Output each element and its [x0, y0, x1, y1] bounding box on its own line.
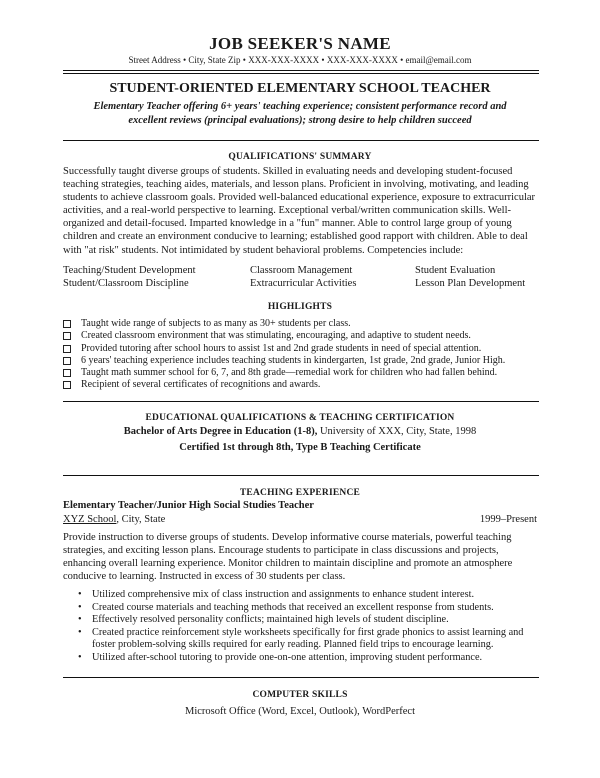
section-divider: [63, 475, 539, 476]
bullet-text: Created practice reinforcement style worksheets specifically for first grade phonics to assist learning and foster problem-solving skills required for early reading. Planned field trips to encourage learning.: [92, 626, 524, 650]
education-heading: EDUCATIONAL QUALIFICATIONS & TEACHING CERTIFICATION: [145, 413, 455, 423]
list-item: [78, 589, 540, 602]
highlight-text: Provided tutoring after school hours to assist 1st and 2nd grade students in need of special attention.: [81, 342, 482, 354]
section-divider: [63, 401, 539, 402]
checkbox-bullet-icon: [63, 332, 71, 340]
bullet-icon: •: [78, 601, 82, 613]
degree-line: [0, 426, 600, 437]
contact-line: Street Address • City, State Zip • XXX-XXX-XXXX • XXX-XXX-XXXX • email@email.com: [128, 55, 472, 65]
university: University of XXX, City, State, 1998: [317, 426, 477, 437]
job-title: Elementary Teacher/Junior High Social Studies Teacher: [63, 500, 314, 511]
bullet-icon: •: [78, 614, 82, 625]
job-description: Provide instruction to diverse groups of students. Develop informative course materials, powerful teaching strategies, and exciting lesson plans. Encourage students to participate in class discussions and projects, enhancing overall learning experience. Monitor children to maintain discipline and promote an atmosphere conducive to learning. Instructed in excess of 30 students per class.: [63, 532, 513, 583]
bullet-text: Created course materials and teaching methods that received an excellent response from students.: [92, 601, 494, 613]
experience-heading: TEACHING EXPERIENCE: [239, 488, 361, 498]
competency-item: Teaching/Student Development: [63, 265, 196, 276]
bullet-text: Utilized after-school tutoring to provide one-on-one attention, improving student performance.: [92, 651, 483, 663]
competency-item: Extracurricular Activities: [250, 278, 357, 289]
competency-item: Classroom Management: [250, 265, 353, 276]
competency-item: Lesson Plan Development: [415, 278, 526, 289]
highlights-list: [63, 318, 543, 392]
applicant-name: JOB SEEKER'S NAME: [209, 34, 391, 53]
checkbox-bullet-icon: [63, 381, 71, 389]
checkbox-bullet-icon: [63, 345, 71, 353]
computer-skills-heading: COMPUTER SKILLS: [252, 690, 348, 700]
section-divider: [63, 677, 539, 678]
degree-name: Bachelor of Arts Degree in Education (1-8),: [123, 426, 318, 437]
list-item: [63, 367, 543, 379]
list-item: [63, 330, 543, 342]
header-divider-top: [63, 70, 539, 71]
list-item: [78, 652, 540, 665]
employer-name: XYZ School: [63, 514, 117, 525]
competency-item: Student Evaluation: [415, 265, 496, 276]
highlight-text: Taught math summer school for 6, 7, and 8th grade—remedial work for children who had fallen behind.: [81, 367, 498, 379]
bullet-text: Utilized comprehensive mix of class instruction and assignments to enhance student interest.: [92, 589, 475, 600]
highlights-heading: HIGHLIGHTS: [267, 302, 333, 312]
list-item: [78, 614, 540, 627]
bullet-text: Effectively resolved personality conflicts; maintained high levels of student discipline.: [92, 614, 449, 625]
bullet-icon: •: [78, 651, 82, 663]
qualifications-heading: QUALIFICATIONS' SUMMARY: [228, 152, 372, 162]
qualifications-summary: Successfully taught diverse groups of students. Skilled in evaluating needs and developing student-focused teaching strategies, teaching aides, materials, and lesson plans. Proficient in involving, motivating, and leading students to achieve classroom goals. Provided well-balanced educational experience, exposure to extracurricular activities, and a real-world perspective to learning. Exceptional verbal/written communication skills. Well-organized and detail-focused. Imparted knowledge in a "fun" manner. Able to control large group of young children and create an environment conducive to learning; established good rapport with children. Able to deal with "at risk" students. Not intimidated by student behavioral problems. Competencies include:: [63, 166, 536, 256]
checkbox-bullet-icon: [63, 369, 71, 377]
competency-item: Student/Classroom Discipline: [63, 278, 189, 289]
list-item: [63, 355, 543, 367]
certification-line: Certified 1st through 8th, Type B Teaching Certificate: [179, 442, 421, 453]
employer-line: [63, 514, 165, 525]
list-item: [78, 627, 540, 652]
section-divider: [63, 140, 539, 141]
list-item: [78, 602, 540, 615]
list-item: [63, 343, 543, 355]
list-item: [63, 318, 543, 330]
highlight-text: 6 years' teaching experience includes teaching students in kindergarten, 1st grade, 2nd grade, Junior High.: [81, 354, 506, 366]
headline-title: STUDENT-ORIENTED ELEMENTARY SCHOOL TEACHER: [109, 81, 491, 96]
checkbox-bullet-icon: [63, 320, 71, 328]
header-divider-bottom: [63, 73, 539, 74]
highlight-text: Created classroom environment that was stimulating, encouraging, and adaptive to student needs.: [81, 330, 471, 342]
highlight-text: Recipient of several certificates of recognitions and awards.: [81, 379, 321, 391]
job-dates: 1999–Present: [479, 514, 537, 525]
list-item: [63, 379, 543, 391]
bullet-icon: •: [78, 626, 82, 638]
highlight-text: Taught wide range of subjects to as many as 30+ students per class.: [81, 318, 351, 329]
employer-location: , City, State: [116, 514, 166, 525]
bullet-icon: •: [78, 589, 82, 600]
headline-tagline: Elementary Teacher offering 6+ years' teaching experience; consistent performance record and excellent reviews (principal evaluations); strong desire to help children succeed: [93, 101, 507, 126]
checkbox-bullet-icon: [63, 357, 71, 365]
experience-bullets: [78, 589, 540, 664]
computer-skills-text: Microsoft Office (Word, Excel, Outlook), WordPerfect: [184, 706, 416, 717]
